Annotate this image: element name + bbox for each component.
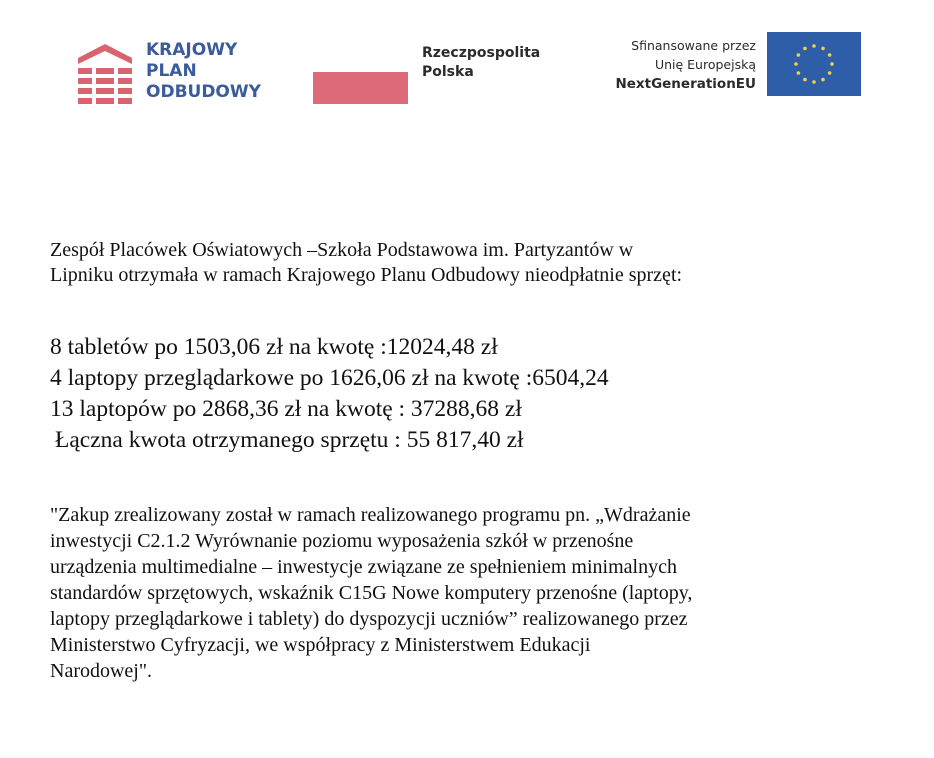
equipment-total: Łączna kwota otrzymanego sprzętu : 55 817,40 zł <box>55 427 524 453</box>
kpo-mark-icon <box>74 42 136 108</box>
intro-paragraph <box>50 238 910 288</box>
statement-line-7: Narodowej". <box>50 660 153 682</box>
equipment-list <box>50 332 609 456</box>
statement-line-3: urządzenia multimedialne – inwestycje związane ze spełnieniem minimalnych <box>50 556 677 578</box>
statement-line-2: inwestycji C2.1.2 Wyrównanie poziomu wyposażenia szkół w przenośne <box>50 530 634 552</box>
eu-funding-text <box>588 36 756 94</box>
rzeczpospolita-logo-text <box>422 44 540 82</box>
eu-line-3: NextGenerationEU <box>615 76 756 92</box>
kpo-line-1: KRAJOWY <box>146 40 238 60</box>
program-statement <box>50 502 910 684</box>
equipment-item-tablets: 8 tabletów po 1503,06 zł na kwotę :12024,48 zł <box>50 334 498 360</box>
intro-line-2: Lipniku otrzymała w ramach Krajowego Planu Odbudowy nieodpłatnie sprzęt: <box>50 264 683 286</box>
eu-line-1: Sfinansowane przez <box>631 38 756 53</box>
kpo-logo <box>74 40 284 110</box>
eu-flag-icon <box>767 32 861 96</box>
rp-line-2: Polska <box>422 64 474 80</box>
statement-line-1: "Zakup zrealizowany został w ramach realizowanego programu pn. „Wdrażanie <box>50 504 691 526</box>
kpo-line-3: ODBUDOWY <box>146 82 261 102</box>
statement-line-4: standardów sprzętowych, wskaźnik C15G Nowe komputery przenośne (laptopy, <box>50 582 693 604</box>
equipment-item-laptops: 13 laptopów po 2868,36 zł na kwotę : 37288,68 zł <box>50 396 522 422</box>
statement-line-5: laptopy przeglądarkowe i tablety) do dyspozycji uczniów” realizowanego przez <box>50 608 688 630</box>
kpo-logo-text <box>146 40 261 103</box>
eu-line-2: Unię Europejską <box>654 57 756 72</box>
equipment-item-chromebooks: 4 laptopy przeglądarkowe po 1626,06 zł na kwotę :6504,24 <box>50 365 609 391</box>
logo-bar <box>0 0 934 130</box>
intro-line-1: Zespół Placówek Oświatowych –Szkoła Podstawowa im. Partyzantów w <box>50 239 634 261</box>
kpo-line-2: PLAN <box>146 61 197 81</box>
poland-flag-icon <box>313 72 408 104</box>
statement-line-6: Ministerstwo Cyfryzacji, we współpracy z Ministerstwem Edukacji <box>50 634 591 656</box>
rp-line-1: Rzeczpospolita <box>422 45 541 61</box>
